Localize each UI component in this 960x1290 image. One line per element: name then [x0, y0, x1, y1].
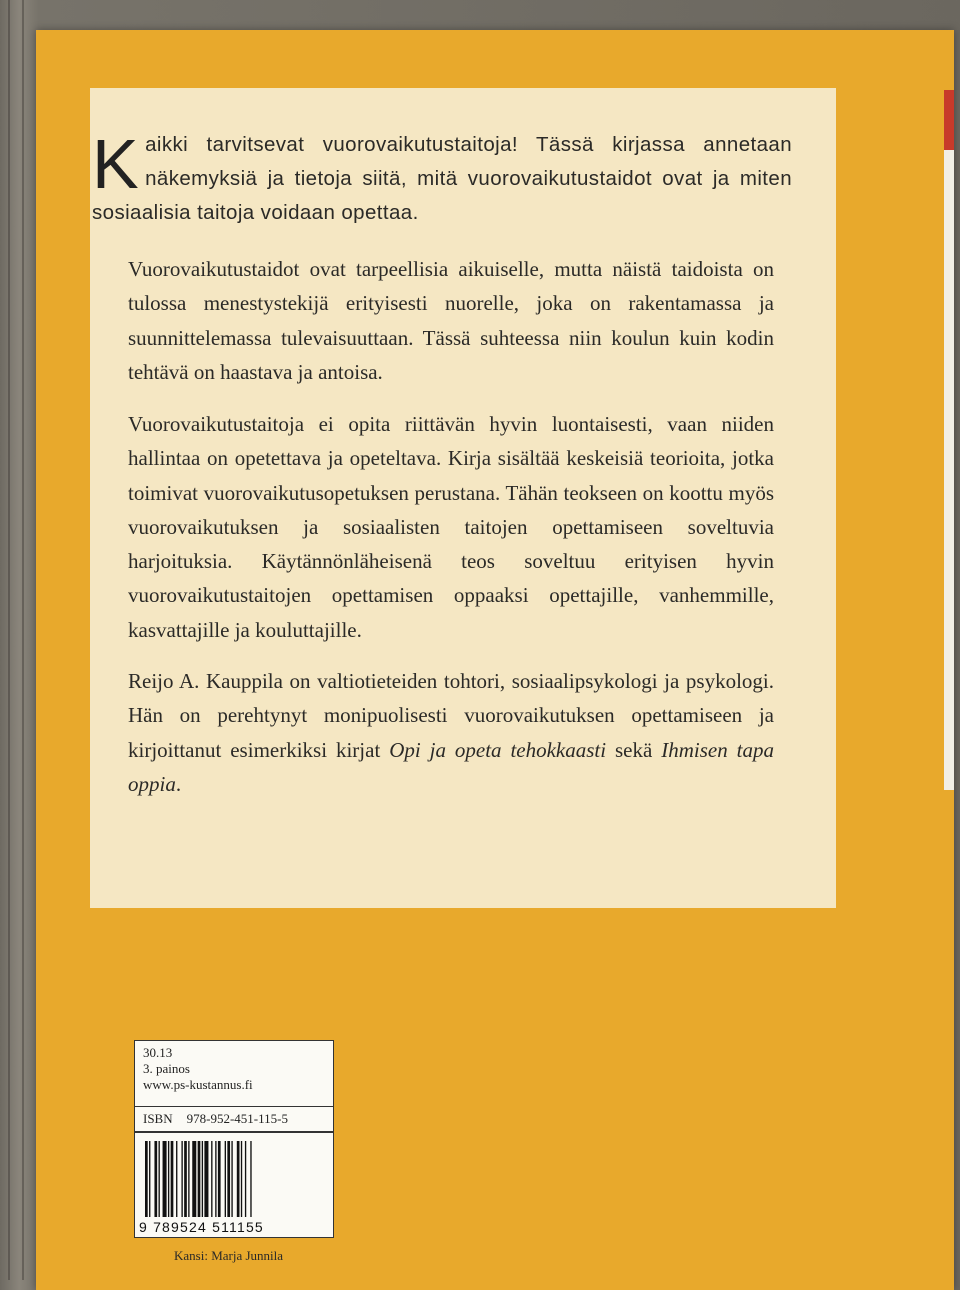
- publisher-website: www.ps-kustannus.fi: [143, 1077, 253, 1092]
- paragraph-1: Vuorovaikutustaidot ovat tarpeellisia aikuiselle, mutta näistä taidoista on tulossa menestystekijä erityisesti nuorelle, joka on rakentamassa ja suunnittelemassa tulevaisuuttaan. Tässä suhteessa niin koulun kuin kodin tehtävä on haastava ja antoisa.: [128, 257, 774, 384]
- cover-edge-strip: [944, 90, 954, 790]
- isbn-label: ISBN: [143, 1111, 173, 1126]
- cover-credit: Kansi: Marja Junnila: [174, 1248, 284, 1263]
- drop-cap: K: [92, 125, 140, 203]
- edition: 3. painos: [143, 1061, 190, 1076]
- barcode-digits: 9 789524 511155: [139, 1219, 264, 1235]
- isbn-row: [134, 1106, 334, 1132]
- barcode: [134, 1132, 334, 1238]
- book-title-2: Ihmisen tapa oppia: [128, 737, 774, 796]
- isbn-number: 978-952-451-115-5: [186, 1111, 288, 1126]
- cover-edge-red-mark: [944, 90, 954, 150]
- author-text-end: .: [175, 771, 182, 796]
- barcode-bars: [145, 1141, 325, 1217]
- paragraph-2: Vuorovaikutustaitoja ei opita riittävän hyvin luontaisesti, vaan niiden hallintaa on opetettava ja opeteltava. Kirja sisältää keskeisiä teorioita, jotka toimivat vuorovaikutusopetuksen perustana. Tähän teokseen on koottu myös vuorovaikutuksen ja sosiaalisten taitojen opettamiseen soveltuvia harjoituksia. Käytännönläheisenä teos soveltuu erityisen hyvin vuorovaikutustaitojen opettamisen oppaaksi opettajille, vanhemmille, kasvattajille ja kouluttajille.: [128, 412, 774, 642]
- lead-paragraph: [92, 125, 792, 230]
- class-code: 30.13: [143, 1045, 173, 1060]
- author-text-mid: sekä: [606, 737, 662, 762]
- author-paragraph: [128, 664, 774, 801]
- book-title-1: Opi ja opeta tehokkaasti: [389, 737, 607, 762]
- lead-text: aikki tarvitsevat vuorovaikutustaitoja! Tässä kirjassa annetaan näkemyksiä ja tietoja siitä, mitä vuorovaikutustaidot ovat ja miten sosiaalisia taitoja voidaan opettaa.: [92, 133, 792, 224]
- author-text: Reijo A. Kauppila on valtiotieteiden tohtori, sosiaalipsykologi ja psykologi. Hän on perehtynyt monipuolisesti vuorovaikutuksen opettamiseen ja kirjoittanut esimerkiksi kirjat: [128, 669, 774, 762]
